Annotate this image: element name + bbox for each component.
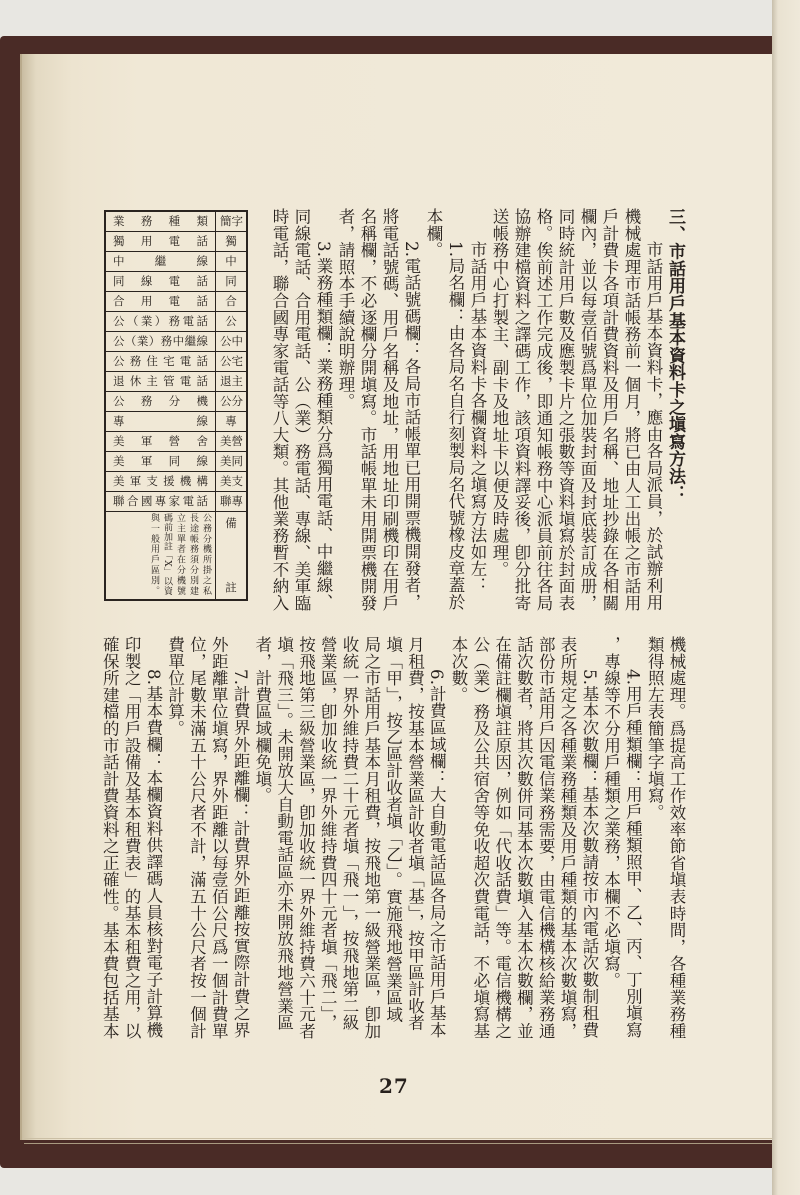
text-column: 按飛地第三級營業區，卽加收統一界外維持費六十元者 <box>296 636 316 1040</box>
table-row <box>105 352 247 372</box>
text-column: 公（業）務及公共宿舍等免收超次費電話，不必塡寫基 <box>470 636 490 1040</box>
text-column: 將電話號碼、用戶名稱及地址，用地址印刷機印在用戶 <box>380 208 399 612</box>
header-service-type: 業務種類 <box>105 211 216 232</box>
table-row <box>105 232 247 252</box>
text-column: 欄內，並以每壹佰號爲單位加裝封面及封底裝訂成册， <box>578 208 597 612</box>
text-column: 市話用戶基本資料卡各欄資料之塡寫方法如左： <box>468 241 487 594</box>
text-column: 同線電話、合用電話、公（業）務電話、專線、美軍臨 <box>292 208 311 612</box>
text-column: 位，尾數未滿五十公尺者不計，滿五十公尺者按一個計 <box>187 636 207 1040</box>
item-2-phone-number: 2.電話號碼欄：各局市話帳單已用開票機開發者， <box>402 241 421 611</box>
section-heading: 三、市話用戶基本資料卡之塡寫方法： <box>665 208 685 503</box>
text-column: 機械處理。爲提高工作效率節省塡表時間，各種業務種 <box>667 636 686 1040</box>
adjacent-page-edge <box>772 0 800 1195</box>
abbreviation-cell: 專 <box>216 412 248 432</box>
text-column: 部份市話用戶因電信業務需要，由電信機構核給業務通 <box>536 636 556 1040</box>
item-1-local-office: 1.局名欄：由各局名自行刻製局名代號橡皮章蓋於 <box>446 241 465 611</box>
text-column: 營業區，卽加收統一界外維持費四十元者塡「飛二」， <box>318 636 338 1031</box>
service-type-table <box>104 210 248 601</box>
service-type-cell: 退休主管電話 <box>105 372 216 392</box>
text-column: 戶計費卡各項計費資料及用戶名稱、地址抄錄在各相關 <box>600 208 619 612</box>
remarks-column: 長途帳務須分別建 <box>188 513 198 595</box>
text-column: 類得照左表簡筆字塡寫。 <box>645 636 665 821</box>
service-type-cell: 獨用電話 <box>105 232 216 252</box>
abbreviation-cell: 美同 <box>216 452 248 472</box>
service-type-cell: 公務住宅電話 <box>105 352 216 372</box>
remarks-label-cell <box>216 512 248 601</box>
table-row <box>105 372 247 392</box>
text-column: 收統一界外維持費二十元者塡「飛一」，按飛地第二級 <box>340 636 360 1031</box>
header-abbreviation: 簡字 <box>216 211 248 232</box>
text-column: 在備註欄塡註原因，例如「代收話費」等。電信機構之 <box>492 636 512 1040</box>
text-column: 同時統計用戶數及應製卡片之張數等資料塡寫於封面表 <box>556 208 575 612</box>
remarks-column: 碼前加註「X」以資 <box>162 513 172 595</box>
text-column: 確保所建檔的市話計費資料之正確性。基本費包括基本 <box>100 636 120 1040</box>
text-column: 局之市話用戶基本月租費，按飛地第一級營業區，卽加 <box>361 636 381 1040</box>
item-8-base-fee: 8.基本費欄：本欄資料供譯碼人員核對電子計算機 <box>143 669 163 1039</box>
text-column: 費單位計算。 <box>165 636 185 737</box>
text-column: 外距離單位塡寫，界外距離以每壹佰公尺爲一個計費單 <box>209 636 229 1040</box>
table-row <box>105 332 247 352</box>
text-column: 者，請照本手續說明辦理。 <box>336 208 355 410</box>
text-column: 名稱欄，不必逐欄分開塡寫。市話帳單未用開票機開發 <box>358 208 377 612</box>
service-type-cell: 公務分機 <box>105 392 216 412</box>
table-row <box>105 312 247 332</box>
lower-text-block <box>98 636 687 1064</box>
text-column: 表所規定之各種業務種類及用戶種類的基本次數塡寫， <box>558 636 578 1040</box>
page-stack-edge <box>24 1138 772 1144</box>
abbreviation-cell: 公 <box>216 312 248 332</box>
item-7-outside-distance: 7.計費界外距離欄：計費界外距離按實際計費之界 <box>231 669 251 1039</box>
abbreviation-cell: 美支 <box>216 472 248 492</box>
table-row <box>105 412 247 432</box>
text-column: 市話用戶基本資料卡，應由各局派員，於試辦利用 <box>644 241 663 611</box>
text-column: ，專線等不分用戶種類之業務，本欄不必塡寫。 <box>601 636 621 989</box>
remarks-column: 立主單者在分機號 <box>175 513 185 595</box>
abbreviation-cell: 公宅 <box>216 352 248 372</box>
abbreviation-cell: 聯專 <box>216 492 248 512</box>
item-6-billing-zone: 6.計費區域欄：大自動電話區各局之市話用戶基本 <box>427 669 447 1039</box>
text-column: 本次數。 <box>449 636 469 704</box>
service-type-cell: 公（業）務電話 <box>105 312 216 332</box>
text-column: 者，計費區域欄免塡。 <box>252 636 272 804</box>
table-row <box>105 492 247 512</box>
service-type-cell: 同線電話 <box>105 272 216 292</box>
item-4-user-category: 4.用戶種類欄：用戶種類照甲、乙、丙、丁別塡寫 <box>623 669 643 1039</box>
text-column: 月租費，按基本營業區計收者塡「基」，按甲區計收者 <box>405 636 425 1031</box>
table-row <box>105 472 247 492</box>
remarks-label: 備註 <box>224 517 238 593</box>
remarks-row <box>105 512 247 601</box>
remarks-text <box>109 513 212 595</box>
abbreviation-cell: 獨 <box>216 232 248 252</box>
item-5-base-count: 5.基本次數欄：基本次數請按市內電話次數制租費 <box>579 669 599 1039</box>
table-row <box>105 272 247 292</box>
page-number: 27 <box>379 1074 409 1098</box>
table-row <box>105 252 247 272</box>
service-type-cell: 美軍同線 <box>105 452 216 472</box>
remarks-column: 公務分機所掛之私 <box>201 513 211 595</box>
abbreviation-cell: 公分 <box>216 392 248 412</box>
service-type-cell: 聯合國專家電話 <box>105 492 216 512</box>
abbreviation-cell: 合 <box>216 292 248 312</box>
text-column: 時電話，聯合國專家電話等八大類。其他業務暫不納入 <box>270 208 289 612</box>
table-row <box>105 392 247 412</box>
text-column: 印製之「用戶設備及基本租費表」的基本租費之用，以 <box>122 636 142 1040</box>
text-column: 本欄。 <box>424 208 443 259</box>
text-column: 機械處理市話帳務前一個月，將已由人工出帳之市話用 <box>622 208 641 612</box>
text-column: 送帳務中心打製主、副卡及地址卡以便及時處理。 <box>490 208 509 578</box>
service-type-cell: 專線 <box>105 412 216 432</box>
text-column: 塡「飛三」。未開放大自動電話區亦未開放飛地營業區 <box>274 636 294 1031</box>
service-type-cell: 公（業）務中繼線 <box>105 332 216 352</box>
item-3-service-type: 3.業務種類欄：業務種類分爲獨用電話、中繼線、 <box>314 241 333 611</box>
text-column: 話次數者，將其次數併同基本次數塡入基本次數欄，並 <box>514 636 534 1040</box>
service-type-cell: 合用電話 <box>105 292 216 312</box>
abbreviation-cell: 中 <box>216 252 248 272</box>
table-row <box>105 292 247 312</box>
text-column: 協辦建檔資料之譯碼工作，該項資料譯妥後，卽分批寄 <box>512 208 531 612</box>
abbreviation-cell: 美營 <box>216 432 248 452</box>
service-type-cell: 美軍支援機構 <box>105 472 216 492</box>
service-type-cell: 美軍營舍 <box>105 432 216 452</box>
text-column: 格。俟前述工作完成後，即通知帳務中心派員前往各局 <box>534 208 553 612</box>
service-type-cell: 中繼線 <box>105 252 216 272</box>
upper-text-block <box>268 208 686 623</box>
abbreviation-cell: 公中 <box>216 332 248 352</box>
table-header-row <box>105 211 247 232</box>
table-row <box>105 452 247 472</box>
table-row <box>105 432 247 452</box>
abbreviation-cell: 同 <box>216 272 248 292</box>
text-column: 塡「甲」，按乙區計收者塡「乙」。實施飛地營業區域 <box>383 636 403 1023</box>
remarks-column: 與一般用戶區別。 <box>149 513 159 595</box>
remarks-text-cell <box>105 512 216 601</box>
abbreviation-cell: 退主 <box>216 372 248 392</box>
